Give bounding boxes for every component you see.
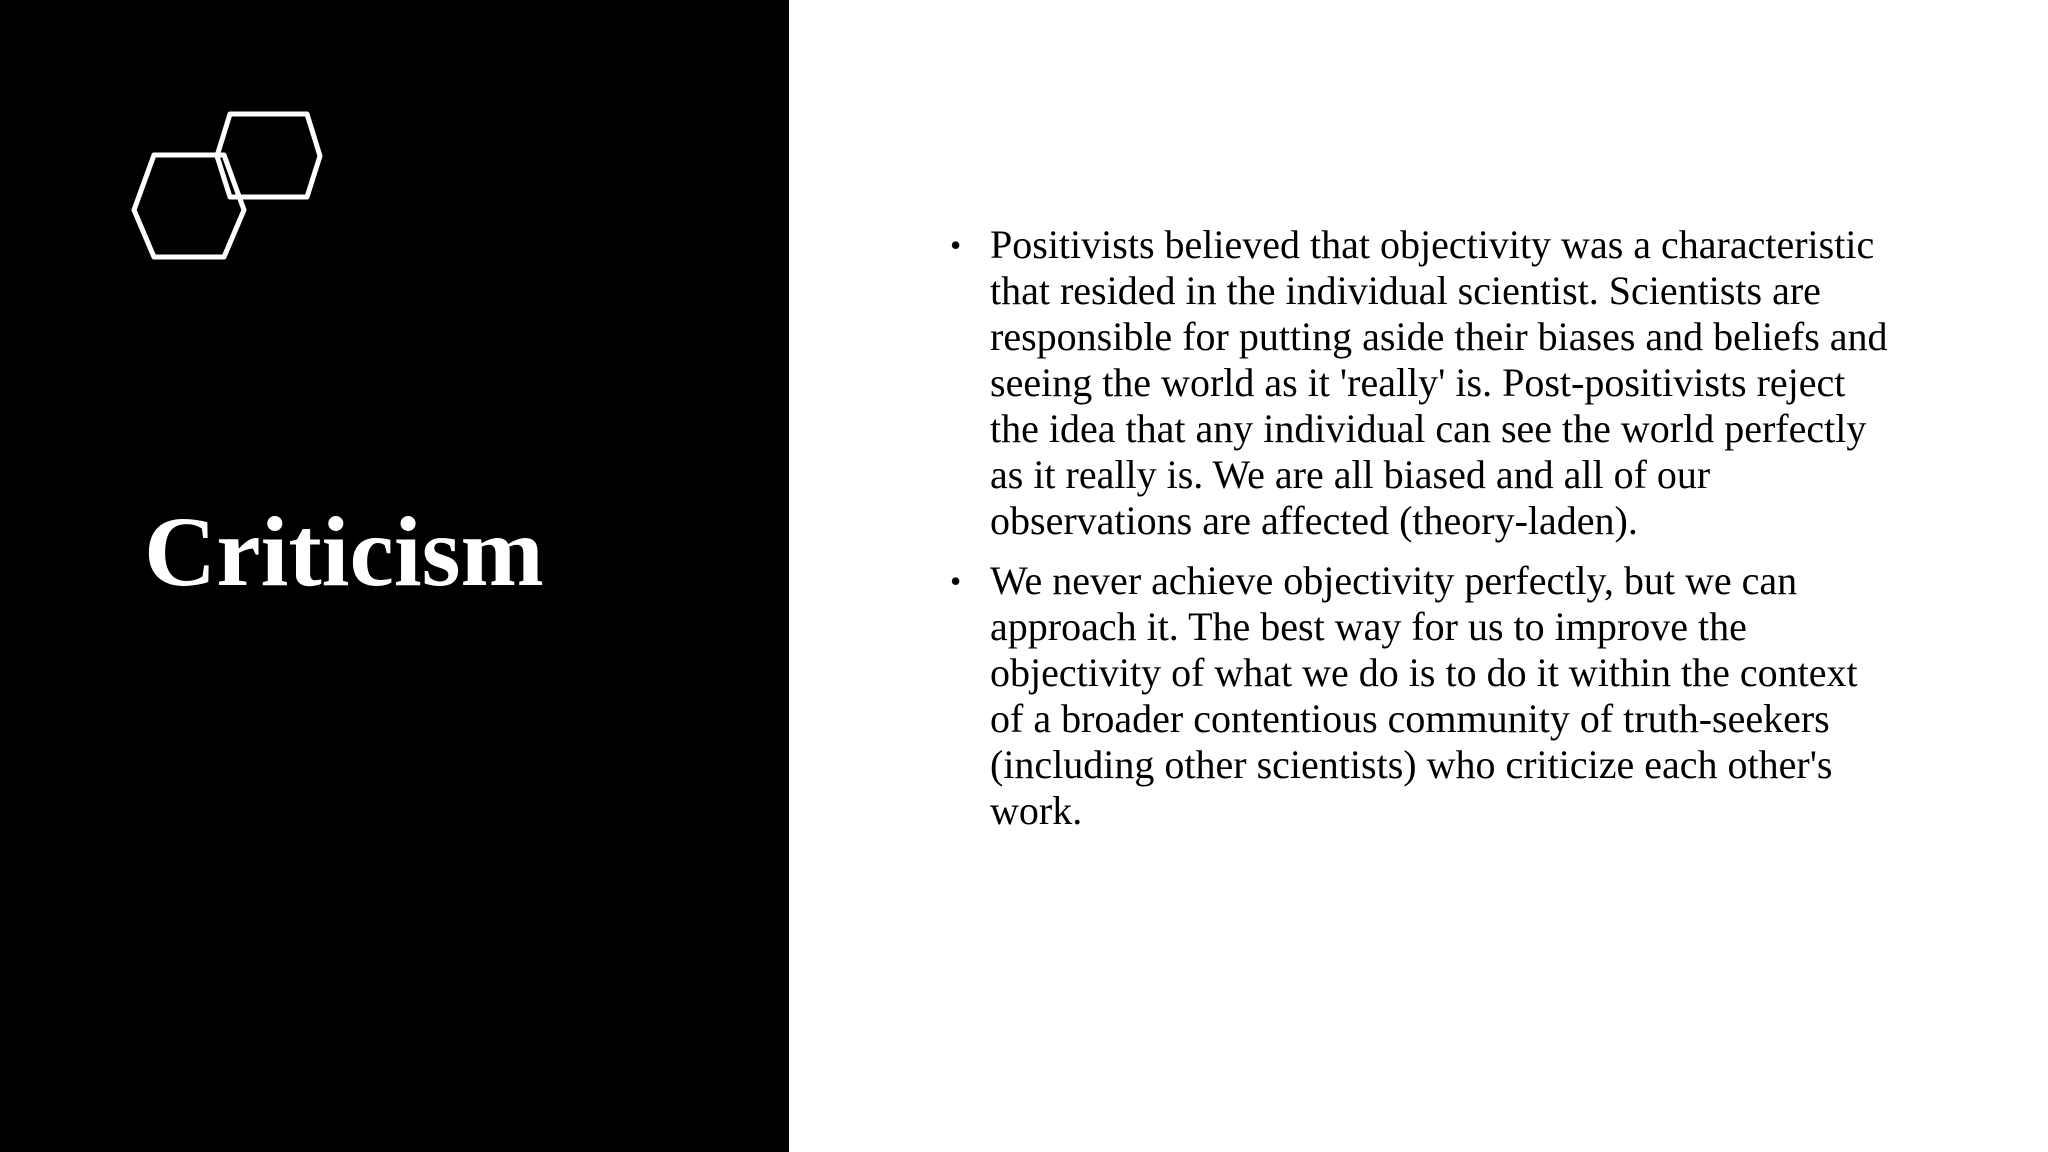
large-hexagon-icon (134, 155, 244, 257)
left-panel (0, 0, 789, 1152)
bullet-list (950, 222, 1890, 848)
bullet-text: Positivists believed that objectivity was a characteristic that resided in the individual scientist. Scientists are responsible for putting aside their biases and beliefs and seeing the world as it 'really' is. Post-positivists reject the idea that any individual can see the world perfectly as it really is. We are all biased and all of our observations are affected (theory-laden). (990, 222, 1888, 543)
hexagons-icon (124, 110, 334, 270)
bullet-marker: • (950, 227, 962, 263)
bullet-text: We never achieve objectivity perfectly, but we can approach it. The best way for us to improve the objectivity of what we do is to do it within the context of a broader contentious community of truth-seekers (including other scientists) who criticize each other's work. (990, 558, 1858, 833)
bullet-item-objectivity (950, 558, 1890, 834)
bullet-marker: • (950, 563, 962, 599)
bullet-item-positivists (950, 222, 1890, 544)
slide-title: Criticism (144, 496, 544, 607)
